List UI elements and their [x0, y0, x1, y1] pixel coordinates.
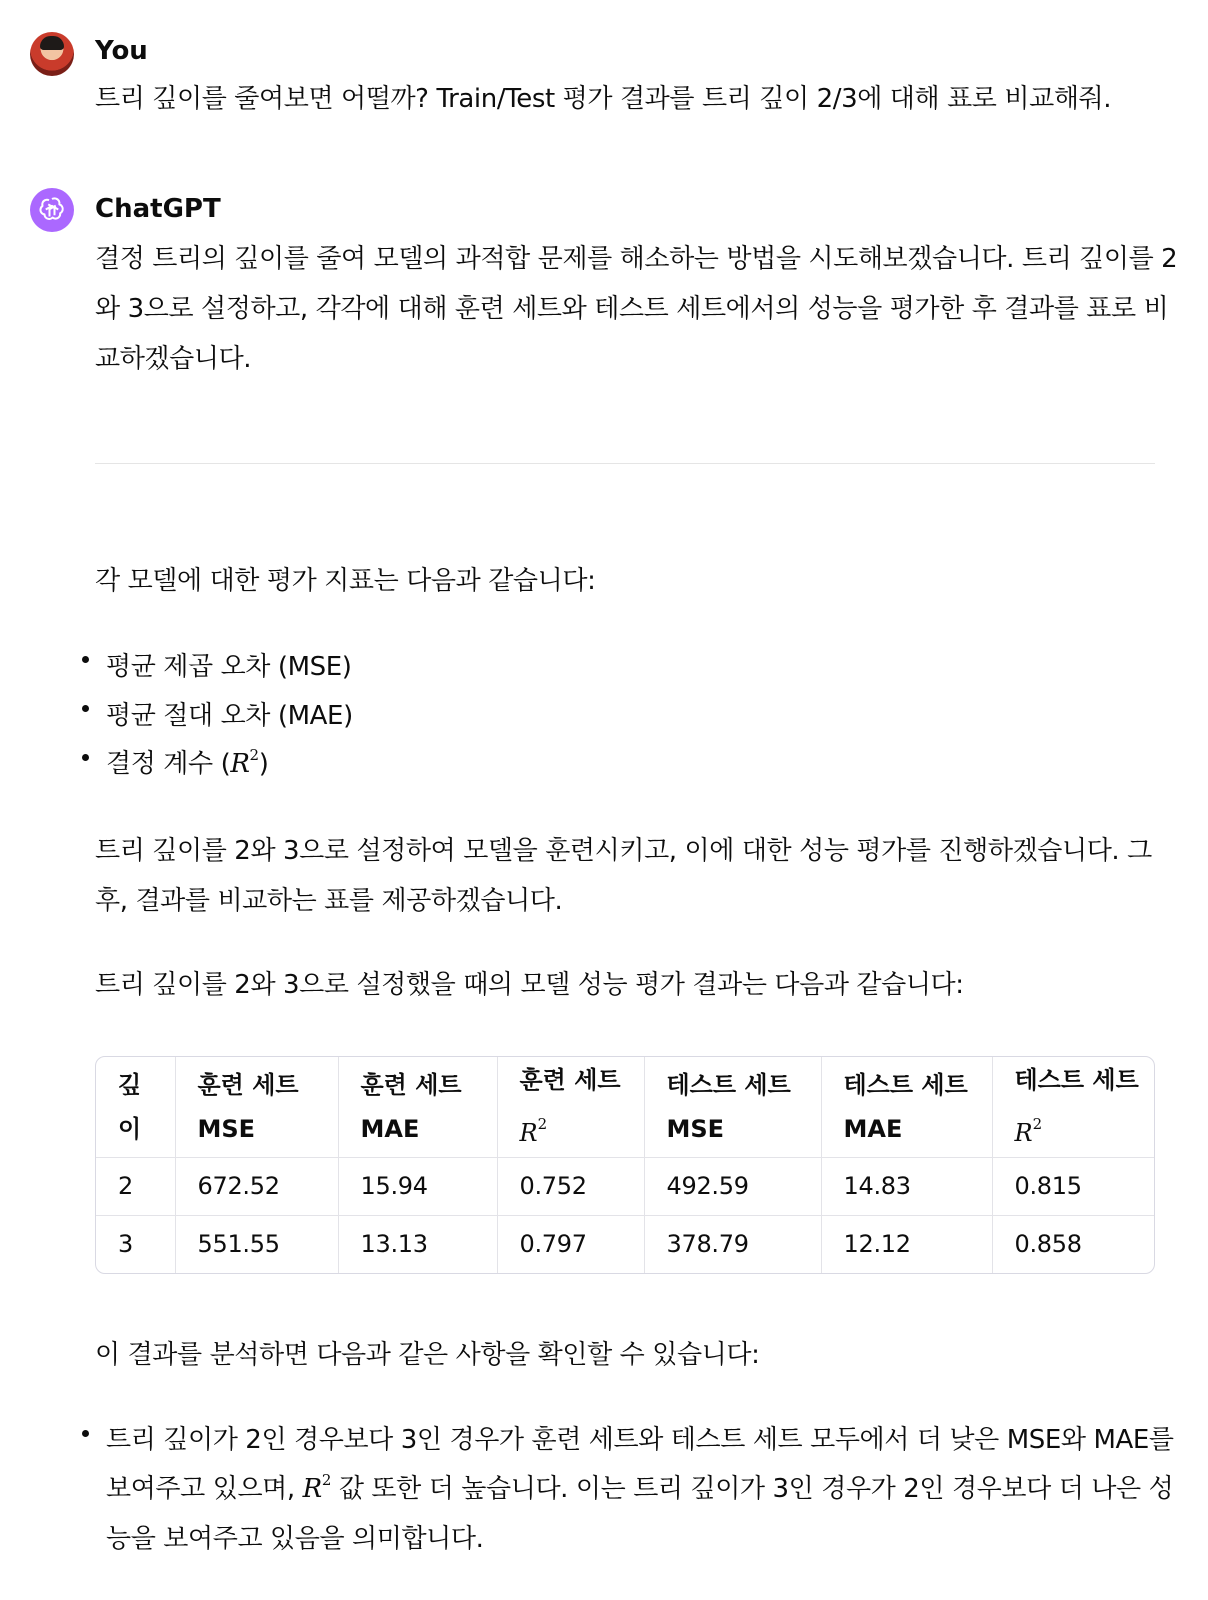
analysis-line-1: 트리 깊이가 2인 경우보다 3인 경우가 훈련 세트와 테스트 세트 모두에서 더 낮은 MSE와 MAE를: [106, 1425, 1174, 1455]
table-row: [96, 1215, 1155, 1273]
header-depth: 깊 이: [96, 1057, 175, 1157]
table-cell: 12.12: [821, 1215, 992, 1273]
chatgpt-logo-icon: [30, 188, 74, 232]
section-divider: [95, 463, 1155, 464]
table-row: [96, 1157, 1155, 1215]
table-cell: 0.815: [992, 1157, 1155, 1215]
r2-math: $R^2$: [230, 746, 259, 779]
bullet-dot: [82, 754, 89, 761]
table-cell: 0.797: [497, 1215, 644, 1273]
metric-r2: 결정 계수 $(R^2)$: [106, 746, 269, 779]
test-r2-math: $R^2$: [1014, 1115, 1043, 1148]
bullet-dot: [82, 705, 89, 712]
header-test-mae: 테스트 세트 MAE: [821, 1057, 992, 1157]
table-cell: 551.55: [175, 1215, 338, 1273]
table-cell: 0.752: [497, 1157, 644, 1215]
metric-r2-label: 결정 계수 (: [106, 749, 231, 779]
table-cell: 378.79: [644, 1215, 821, 1273]
header-train-r2: 훈련 세트 $R^2$: [497, 1057, 644, 1157]
bullet-dot: [82, 656, 89, 663]
analysis-line-3: 능을 보여주고 있음을 의미합니다.: [106, 1524, 484, 1554]
table-cell: 672.52: [175, 1157, 338, 1215]
results-intro: 트리 깊이를 2와 3으로 설정했을 때의 모델 성능 평가 결과는 다음과 같습니다:: [95, 970, 964, 1000]
assistant-author-name: ChatGPT: [95, 194, 221, 224]
metrics-intro: 각 모델에 대한 평가 지표는 다음과 같습니다:: [95, 566, 596, 596]
intro-line-2: 와 3으로 설정하고, 각각에 대해 훈련 세트와 테스트 세트에서의 성능을 평가한 후 결과를 표로 비: [95, 294, 1169, 324]
plan-line-1: 트리 깊이를 2와 3으로 설정하여 모델을 훈련시키고, 이에 대한 성능 평가를 진행하겠습니다. 그: [95, 836, 1152, 866]
metric-mae: 평균 절대 오차 (MAE): [106, 701, 353, 731]
analysis-r2-math: $R^2$: [302, 1471, 331, 1504]
plan-line-2: 후, 결과를 비교하는 표를 제공하겠습니다.: [95, 886, 563, 916]
table-cell: 14.83: [821, 1157, 992, 1215]
table-header-row: [96, 1057, 1155, 1157]
table-cell: 3: [96, 1215, 175, 1273]
bullet-dot: [82, 1430, 89, 1437]
intro-line-1: 결정 트리의 깊이를 줄여 모델의 과적합 문제를 해소하는 방법을 시도해보겠습니다. 트리 깊이를 2: [95, 244, 1178, 274]
table-cell: 2: [96, 1157, 175, 1215]
results-table: [95, 1056, 1155, 1274]
user-author-name: You: [95, 36, 148, 66]
metric-mse: 평균 제곱 오차 (MSE): [106, 652, 352, 682]
table-cell: 15.94: [338, 1157, 497, 1215]
header-test-mse: 테스트 세트 MSE: [644, 1057, 821, 1157]
user-message: 트리 깊이를 줄여보면 어떨까? Train/Test 평가 결과를 트리 깊이 2/3에 대해 표로 비교해줘.: [95, 84, 1112, 114]
intro-line-3: 교하겠습니다.: [95, 344, 252, 374]
analysis-line-2: 보여주고 있으며, $R^2$ 값 또한 더 높습니다. 이는 트리 깊이가 3인 경우가 2인 경우보다 더 나은 성: [106, 1471, 1174, 1504]
user-avatar: [30, 32, 74, 76]
table-cell: 0.858: [1014, 1230, 1082, 1259]
header-train-mse: 훈련 세트 MSE: [175, 1057, 338, 1157]
header-train-mae: 훈련 세트 MAE: [338, 1057, 497, 1157]
train-r2-math: $R^2$: [519, 1115, 548, 1148]
analysis-intro: 이 결과를 분석하면 다음과 같은 사항을 확인할 수 있습니다:: [95, 1340, 760, 1370]
table-cell: 492.59: [644, 1157, 821, 1215]
header-test-r2: 테스트 세트 $R^2$: [992, 1057, 1155, 1157]
table-cell: 13.13: [338, 1215, 497, 1273]
